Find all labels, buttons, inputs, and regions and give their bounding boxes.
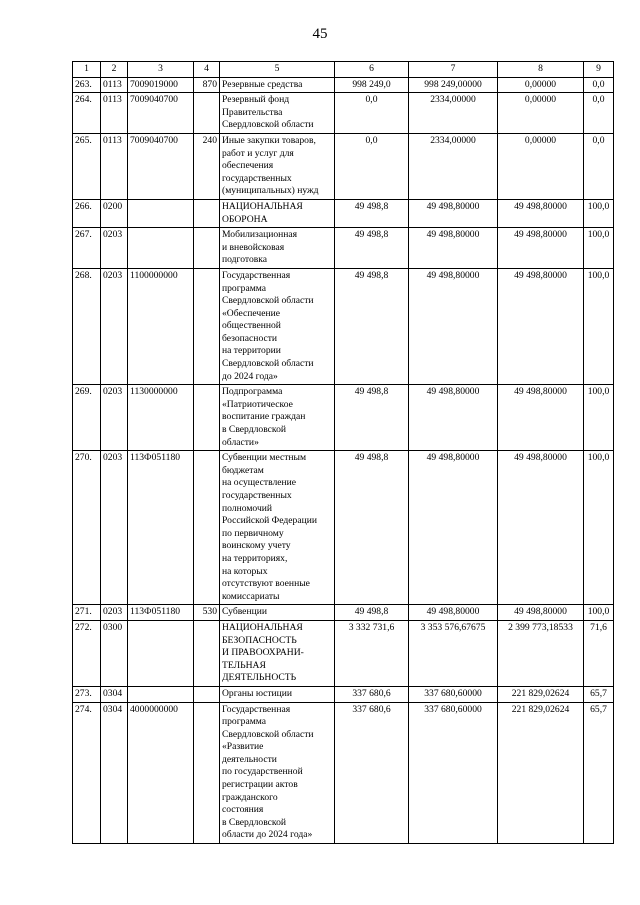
section-code-cell: 0304	[101, 702, 128, 844]
table-row	[73, 133, 614, 199]
row-number-cell: 267.	[73, 228, 101, 269]
executed-amount-cell: 49 498,80000	[498, 228, 584, 269]
percent-cell: 100,0	[584, 228, 614, 269]
executed-amount-cell: 2 399 773,18533	[498, 620, 584, 686]
column-header: 9	[584, 62, 614, 78]
executed-amount-cell: 221 829,02624	[498, 686, 584, 702]
section-code-cell: 0113	[101, 77, 128, 93]
adjusted-amount-cell: 3 353 576,67675	[409, 620, 498, 686]
approved-amount-cell: 49 498,8	[335, 385, 409, 451]
name-cell: Субвенции местным бюджетам на осуществление государственных полномочий Российской Федерации по первичному воинскому учету на территориях, на которых отсутствуют военные комиссариаты	[220, 451, 335, 605]
percent-cell: 100,0	[584, 199, 614, 227]
section-code-cell: 0203	[101, 451, 128, 605]
executed-amount-cell: 0,00000	[498, 93, 584, 134]
target-article-cell	[128, 686, 194, 702]
column-header: 1	[73, 62, 101, 78]
name-cell: Резервные средства	[220, 77, 335, 93]
column-header: 8	[498, 62, 584, 78]
section-code-cell: 0113	[101, 93, 128, 134]
table-row	[73, 268, 614, 384]
expense-type-cell	[194, 702, 220, 844]
row-number-cell: 264.	[73, 93, 101, 134]
adjusted-amount-cell: 998 249,00000	[409, 77, 498, 93]
row-number-cell: 266.	[73, 199, 101, 227]
expense-type-cell	[194, 199, 220, 227]
expense-type-cell	[194, 451, 220, 605]
row-number-cell: 268.	[73, 268, 101, 384]
section-code-cell: 0203	[101, 605, 128, 621]
executed-amount-cell: 0,00000	[498, 77, 584, 93]
adjusted-amount-cell: 2334,00000	[409, 133, 498, 199]
approved-amount-cell: 998 249,0	[335, 77, 409, 93]
expense-type-cell	[194, 385, 220, 451]
row-number-cell: 273.	[73, 686, 101, 702]
section-code-cell: 0304	[101, 686, 128, 702]
executed-amount-cell: 49 498,80000	[498, 385, 584, 451]
section-code-cell: 0300	[101, 620, 128, 686]
table-row	[73, 451, 614, 605]
name-cell: Государственная программа Свердловской области «Обеспечение общественной безопасности на территории Свердловской области до 2024 года»	[220, 268, 335, 384]
table-row	[73, 620, 614, 686]
percent-cell: 100,0	[584, 605, 614, 621]
column-header: 6	[335, 62, 409, 78]
percent-cell: 0,0	[584, 93, 614, 134]
percent-cell: 100,0	[584, 268, 614, 384]
executed-amount-cell: 49 498,80000	[498, 451, 584, 605]
name-cell: НАЦИОНАЛЬНАЯ БЕЗОПАСНОСТЬ И ПРАВООХРАНИ- ТЕЛЬНАЯ ДЕЯТЕЛЬНОСТЬ	[220, 620, 335, 686]
table-body	[73, 77, 614, 843]
expense-type-cell: 530	[194, 605, 220, 621]
target-article-cell: 113Ф051180	[128, 605, 194, 621]
name-cell: НАЦИОНАЛЬНАЯ ОБОРОНА	[220, 199, 335, 227]
name-cell: Иные закупки товаров, работ и услуг для обеспечения государственных (муниципальных) нужд	[220, 133, 335, 199]
name-cell: Государственная программа Свердловской области «Развитие деятельности по государственной регистрации актов гражданского состояния в Свердловской области до 2024 года»	[220, 702, 335, 844]
table-row	[73, 686, 614, 702]
expense-type-cell	[194, 686, 220, 702]
percent-cell: 71,6	[584, 620, 614, 686]
row-number-cell: 263.	[73, 77, 101, 93]
target-article-cell: 1130000000	[128, 385, 194, 451]
page-number: 45	[312, 26, 328, 42]
section-code-cell: 0203	[101, 385, 128, 451]
row-number-cell: 274.	[73, 702, 101, 844]
table-header-row	[73, 62, 614, 78]
column-header: 3	[128, 62, 194, 78]
approved-amount-cell: 337 680,6	[335, 702, 409, 844]
name-cell: Резервный фонд Правительства Свердловской области	[220, 93, 335, 134]
table-row	[73, 385, 614, 451]
table-row	[73, 702, 614, 844]
table-row	[73, 93, 614, 134]
expense-type-cell	[194, 620, 220, 686]
percent-cell: 65,7	[584, 702, 614, 844]
section-code-cell: 0203	[101, 268, 128, 384]
table-row	[73, 77, 614, 93]
target-article-cell: 7009040700	[128, 93, 194, 134]
adjusted-amount-cell: 337 680,60000	[409, 702, 498, 844]
row-number-cell: 270.	[73, 451, 101, 605]
percent-cell: 100,0	[584, 385, 614, 451]
adjusted-amount-cell: 49 498,80000	[409, 385, 498, 451]
name-cell: Субвенции	[220, 605, 335, 621]
percent-cell: 100,0	[584, 451, 614, 605]
expense-type-cell: 240	[194, 133, 220, 199]
expense-type-cell	[194, 228, 220, 269]
executed-amount-cell: 221 829,02624	[498, 702, 584, 844]
approved-amount-cell: 0,0	[335, 133, 409, 199]
table-row	[73, 605, 614, 621]
column-header: 7	[409, 62, 498, 78]
approved-amount-cell: 49 498,8	[335, 605, 409, 621]
row-number-cell: 271.	[73, 605, 101, 621]
approved-amount-cell: 49 498,8	[335, 268, 409, 384]
row-number-cell: 265.	[73, 133, 101, 199]
name-cell: Подпрограмма «Патриотическое воспитание граждан в Свердловской области»	[220, 385, 335, 451]
target-article-cell: 4000000000	[128, 702, 194, 844]
section-code-cell: 0113	[101, 133, 128, 199]
column-header: 5	[220, 62, 335, 78]
section-code-cell: 0200	[101, 199, 128, 227]
target-article-cell	[128, 620, 194, 686]
name-cell: Органы юстиции	[220, 686, 335, 702]
expense-type-cell	[194, 268, 220, 384]
adjusted-amount-cell: 337 680,60000	[409, 686, 498, 702]
target-article-cell	[128, 199, 194, 227]
adjusted-amount-cell: 2334,00000	[409, 93, 498, 134]
target-article-cell	[128, 228, 194, 269]
adjusted-amount-cell: 49 498,80000	[409, 605, 498, 621]
column-header: 4	[194, 62, 220, 78]
approved-amount-cell: 49 498,8	[335, 451, 409, 605]
approved-amount-cell: 49 498,8	[335, 228, 409, 269]
approved-amount-cell: 3 332 731,6	[335, 620, 409, 686]
approved-amount-cell: 337 680,6	[335, 686, 409, 702]
row-number-cell: 269.	[73, 385, 101, 451]
table-row	[73, 228, 614, 269]
expense-type-cell	[194, 93, 220, 134]
adjusted-amount-cell: 49 498,80000	[409, 268, 498, 384]
target-article-cell: 7009040700	[128, 133, 194, 199]
section-code-cell: 0203	[101, 228, 128, 269]
adjusted-amount-cell: 49 498,80000	[409, 451, 498, 605]
table-row	[73, 199, 614, 227]
approved-amount-cell: 0,0	[335, 93, 409, 134]
adjusted-amount-cell: 49 498,80000	[409, 199, 498, 227]
target-article-cell: 7009019000	[128, 77, 194, 93]
name-cell: Мобилизационная и вневойсковая подготовка	[220, 228, 335, 269]
executed-amount-cell: 49 498,80000	[498, 268, 584, 384]
expense-type-cell: 870	[194, 77, 220, 93]
approved-amount-cell: 49 498,8	[335, 199, 409, 227]
percent-cell: 0,0	[584, 77, 614, 93]
percent-cell: 65,7	[584, 686, 614, 702]
executed-amount-cell: 49 498,80000	[498, 605, 584, 621]
row-number-cell: 272.	[73, 620, 101, 686]
adjusted-amount-cell: 49 498,80000	[409, 228, 498, 269]
executed-amount-cell: 0,00000	[498, 133, 584, 199]
executed-amount-cell: 49 498,80000	[498, 199, 584, 227]
column-header: 2	[101, 62, 128, 78]
target-article-cell: 1100000000	[128, 268, 194, 384]
percent-cell: 0,0	[584, 133, 614, 199]
budget-table	[72, 61, 614, 844]
target-article-cell: 113Ф051180	[128, 451, 194, 605]
